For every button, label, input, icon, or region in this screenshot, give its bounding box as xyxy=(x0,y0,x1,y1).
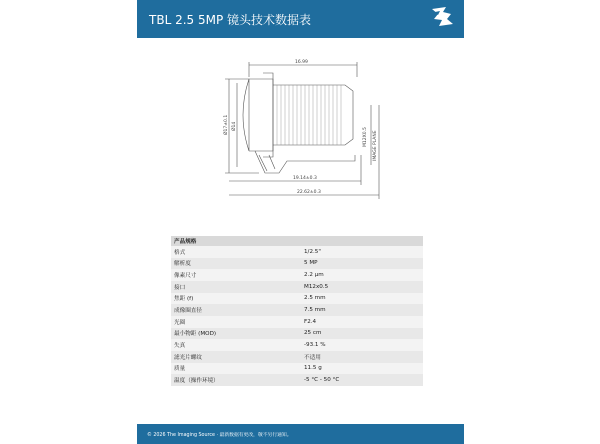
spec-label: 质量 xyxy=(171,363,301,375)
table-row xyxy=(171,246,423,258)
spec-label: 格式 xyxy=(171,246,301,258)
spec-label: 失真 xyxy=(171,339,301,351)
table-row xyxy=(171,304,423,316)
image-plane-label: IMAGE PLANE xyxy=(373,130,378,161)
page-title: TBL 2.5 5MP 镜头技术数据表 xyxy=(149,13,312,27)
spec-label: 光圈 xyxy=(171,316,301,328)
spec-label: 成像圈直径 xyxy=(171,304,301,316)
spec-label: 解析度 xyxy=(171,258,301,270)
dim-inner-diameter: Ø14 xyxy=(232,121,237,131)
spec-table xyxy=(171,236,423,386)
spec-value: 5 MP xyxy=(301,258,423,270)
spec-value: -93.1 % xyxy=(301,339,423,351)
table-row xyxy=(171,293,423,305)
table-row xyxy=(171,316,423,328)
dim-total: 22.62±0.3 xyxy=(297,190,321,195)
spec-value: -5 °C - 50 °C xyxy=(301,374,423,386)
table-row xyxy=(171,363,423,375)
table-row xyxy=(171,374,423,386)
dim-flange: 19.14±0.3 xyxy=(293,176,317,181)
spec-label: 滤光片螺纹 xyxy=(171,351,301,363)
company-logo-icon xyxy=(426,3,458,33)
page-footer xyxy=(137,424,464,444)
table-row xyxy=(171,339,423,351)
table-row xyxy=(171,281,423,293)
spec-section-title: 产品规格 xyxy=(174,239,197,245)
page-header xyxy=(137,0,464,38)
lens-technical-drawing xyxy=(215,55,395,215)
spec-label: 温度（操作环境） xyxy=(171,374,301,386)
footer-text: © 2026 The Imaging Source · 最新数据有更改，敬不另行通知。 xyxy=(147,433,292,438)
spec-label: 焦距 (f) xyxy=(171,293,301,305)
dim-thread: M12X0.5 xyxy=(363,127,368,147)
spec-value: M12x0.5 xyxy=(301,281,423,293)
spec-label: 最小物距 (MOD) xyxy=(171,328,301,340)
spec-value: 25 cm xyxy=(301,328,423,340)
table-row xyxy=(171,258,423,270)
table-row xyxy=(171,351,423,363)
dim-outer-diameter: Ø17±0.1 xyxy=(224,114,229,135)
spec-value: 2.2 µm xyxy=(301,269,423,281)
spec-value: 2.5 mm xyxy=(301,293,423,305)
spec-label: 接口 xyxy=(171,281,301,293)
spec-value: 不适用 xyxy=(301,351,423,363)
spec-header-row xyxy=(171,236,423,246)
table-row xyxy=(171,328,423,340)
dim-overall-top: 16.99 xyxy=(295,60,308,65)
spec-value: 1/2.5" xyxy=(301,246,423,258)
table-row xyxy=(171,269,423,281)
spec-value: F2.4 xyxy=(301,316,423,328)
spec-value: 7.5 mm xyxy=(301,304,423,316)
spec-value: 11.5 g xyxy=(301,363,423,375)
spec-label: 像素尺寸 xyxy=(171,269,301,281)
